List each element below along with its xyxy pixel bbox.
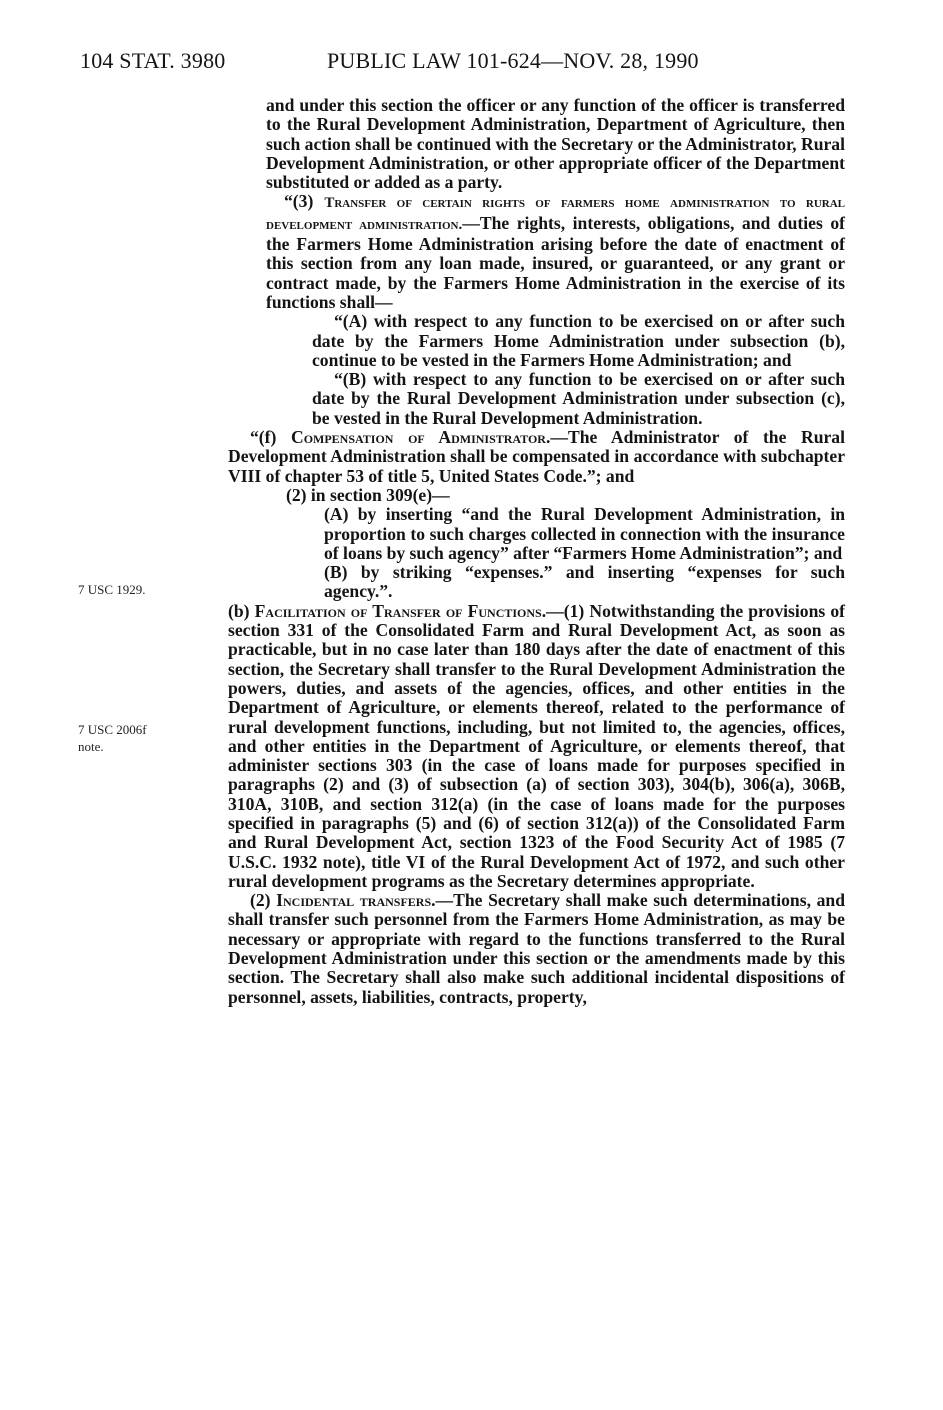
paragraph-continuation: and under this section the officer or any function of the officer is transferred to the Rural Development Administration, Department of Agriculture, then such action shall be continued with the Secretary or the Administrator, Rural Development Administration, or other appropriate officer of the Department substituted or added as a party.: [266, 95, 845, 193]
paragraph-3-transfer-rights: [266, 192, 845, 312]
paragraph-heading: Facilitation of Transfer of Functions.: [254, 600, 547, 621]
paragraph-text: —The Secretary shall make such determinations, and shall transfer such personnel from the Farmers Home Administration, as may be necessary or appropriate with regard to the functions transferred to the Rural Development Administration under this section or the amendments made by this section. The Secretary shall also make such additional incidental dispositions of personnel, assets, liabilities, contracts, property,: [228, 890, 845, 1007]
margin-note-usc-1929: 7 USC 1929.: [78, 582, 146, 597]
paragraph-text: —(1) Notwithstanding the provisions of section 331 of the Consolidated Farm and Rural Development Act, as soon as practicable, but in no case later than 180 days after the date of enactment of this section, the Secretary shall transfer to the Rural Development Administration the powers, duties, and assets of the agencies, offices, and other entities in the Department of Agriculture, or elements thereof, related to the performance of rural development functions, including, but not limited to, the agencies, offices, and other entities in the Department of Agriculture, or elements thereof, that administer sections 303 (in the case of loans made for purposes specified in paragraphs (2) and (3) of subsection (a) of section 303), 304(b), 306(a), 306B, 310A, 310B, and section 312(a) (in the case of loans made for the purposes specified in paragraphs (5) and (6) of section 312(a)) of the Consolidated Farm and Rural Development Act, section 1323 of the Food Security Act of 1985 (7 U.S.C. 1932 note), title VI of the Rural Development Act of 1972, and such other rural development programs as the Secretary determines appropriate.: [228, 600, 845, 891]
subsection-b-facilitation: [228, 602, 845, 891]
subsection-f-compensation: [228, 428, 845, 486]
subparagraph-b: “(B) with respect to any function to be exercised on or after such date by the Rural Development Administration under subsection (c), be vested in the Rural Development Administration.: [312, 369, 845, 428]
paragraph-heading: Incidental transfers.: [276, 890, 436, 911]
statute-page-number: 104 STAT. 3980: [80, 48, 226, 73]
margin-note-usc-2006f: 7 USC 2006f: [78, 722, 147, 737]
paragraph-text: —The rights, interests, obligations, and duties of the Farmers Home Administration arising before the date of enactment of this section from any loan made, insured, or guaranteed, or any grant or contract made, by the Farmers Home Administration in the exercise of its functions shall—: [266, 212, 845, 312]
paragraph-heading: Compensation of Administrator.: [290, 427, 551, 448]
paragraph-lead: (b): [228, 600, 255, 621]
public-law-title: PUBLIC LAW 101-624—NOV. 28, 1990: [327, 48, 699, 73]
margin-note-note: note.: [78, 739, 104, 754]
paragraph-lead: “(3): [284, 191, 325, 212]
subparagraph-a: “(A) with respect to any function to be exercised on or after such date by the Farmers Home Administration under subsection (b), continue to be vested in the Farmers Home Administration; and: [312, 311, 845, 370]
paragraph-2-section-309e: (2) in section 309(e)—: [286, 484, 450, 505]
paragraph-2-incidental-transfers: [228, 891, 845, 1007]
paragraph-text: —The Administrator of the Rural Development Administration shall be compensated in accordance with subchapter VIII of chapter 53 of title 5, United States Code.”; and: [228, 427, 845, 486]
paragraph-heading: Transfer of certain rights of farmers home administration to rural development administration.: [266, 195, 846, 233]
paragraph-lead: (2): [250, 890, 277, 911]
item-text: (A) by inserting “and the Rural Development Administration, in proportion to such charges collected in connection with the insurance of loans by such agency” after “Farmers Home Administration”; and: [324, 504, 845, 563]
paragraph-lead: “(f): [250, 427, 291, 448]
upper-block: [228, 96, 845, 428]
item-b-striking: (B) by striking “expenses.” and inserting “expenses for such agency.”.: [324, 562, 845, 602]
page-header: [0, 48, 943, 82]
document-body: [228, 96, 845, 1007]
item-a-inserting: [228, 505, 845, 563]
